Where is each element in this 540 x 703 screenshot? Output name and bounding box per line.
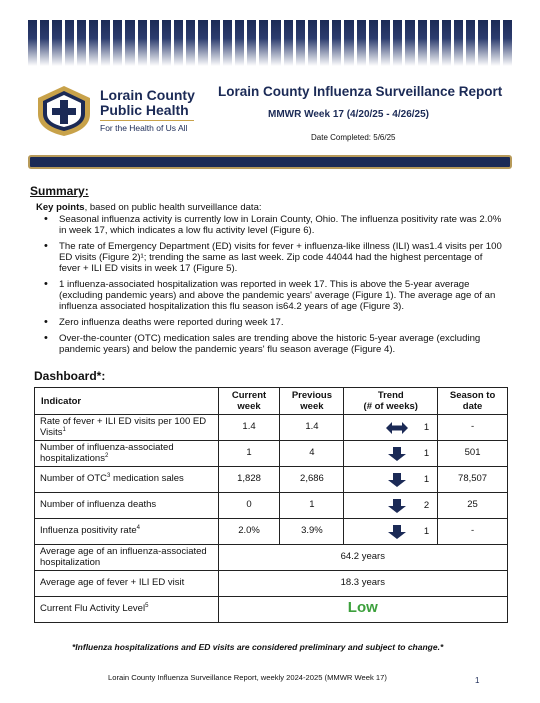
- trend-cell: [344, 493, 438, 519]
- season-to-date-cell: 501: [438, 441, 508, 467]
- down-arrow-icon: [386, 499, 408, 513]
- season-to-date-cell: -: [438, 415, 508, 441]
- key-points-label: Key points: [36, 202, 85, 213]
- trend-weeks: 1: [423, 448, 430, 459]
- table-row: [35, 545, 508, 571]
- trend-cell: [344, 415, 438, 441]
- logo-name-line2: Public Health: [100, 102, 189, 118]
- previous-week-cell: 2,686: [280, 467, 344, 493]
- key-points-text: , based on public health surveillance data:: [84, 202, 262, 213]
- table-header-row: [35, 388, 508, 415]
- previous-week-cell: 1: [280, 493, 344, 519]
- indicator-cell: Number of influenza-associated hospitalizations$^2$: [35, 441, 219, 467]
- table-row: [35, 519, 508, 545]
- previous-week-cell: 4: [280, 441, 344, 467]
- trend-weeks: 1: [423, 526, 430, 537]
- down-arrow-icon: [386, 525, 408, 539]
- date-completed: Date Completed: 5/6/25: [311, 133, 396, 142]
- trend-weeks: 2: [423, 500, 430, 511]
- key-points-intro: [36, 202, 262, 213]
- trend-weeks: 1: [423, 422, 430, 433]
- current-week-cell: 2.0%: [218, 519, 280, 545]
- report-title: Lorain County Influenza Surveillance Report: [218, 84, 503, 99]
- summary-bullet: • The rate of Emergency Department (ED) visits for fever + influenza-like illness (ILI) was1.4 visits per 100 ED visits (Figure 2)¹; trending the same as last week. Zip code 44044 had the highest percentage of fever + ILI ED visits in week 17 (Figure 5).: [42, 241, 504, 274]
- flu-activity-value: [218, 597, 507, 623]
- current-week-cell: 1: [218, 441, 280, 467]
- avg-age-hospitalization-label: Average age of an influenza-associated hospitalization: [35, 545, 219, 571]
- table-row: [35, 571, 508, 597]
- summary-bullet: • 1 influenza-associated hospitalization was reported in week 17. This is above the 5-year average (excluding pandemic years) and above the pandemic years' average (Figure 1). The average age of an influenza associated hospitalization this flu season is64.2 years of age (Figure 3).: [42, 279, 504, 312]
- header-stripes: [28, 20, 512, 66]
- col-header-current-week: Current week: [218, 388, 280, 415]
- indicator-cell: Number of influenza deaths: [35, 493, 219, 519]
- previous-week-cell: 3.9%: [280, 519, 344, 545]
- col-header-season-to-date: Season to date: [438, 388, 508, 415]
- trend-cell: [344, 441, 438, 467]
- report-week: MMWR Week 17 (4/20/25 - 4/26/25): [268, 109, 429, 120]
- summary-bullet: • Zero influenza deaths were reported during week 17.: [42, 317, 504, 328]
- table-row: [35, 493, 508, 519]
- summary-bullet: • Over-the-counter (OTC) medication sales are trending above the historic 5-year average (excluding pandemic years) and below the pandemic years' flu season average (Figure 4).: [42, 333, 504, 355]
- indicator-cell: Rate of fever + ILI ED visits per 100 ED Visits$^1$: [35, 415, 219, 441]
- summary-bullet-list: [42, 214, 504, 360]
- dashboard-table: [34, 387, 508, 623]
- avg-age-hospitalization-value: 64.2 years: [218, 545, 507, 571]
- current-week-cell: 1.4: [218, 415, 280, 441]
- col-header-previous-week: Previous week: [280, 388, 344, 415]
- season-to-date-cell: -: [438, 519, 508, 545]
- col-header-indicator: Indicator: [35, 388, 219, 415]
- trend-cell: [344, 519, 438, 545]
- current-week-cell: 0: [218, 493, 280, 519]
- page-number: 1: [475, 676, 480, 685]
- previous-week-cell: 1.4: [280, 415, 344, 441]
- table-row: [35, 441, 508, 467]
- summary-heading: Summary:: [30, 184, 89, 198]
- shield-cross-icon: [34, 84, 94, 138]
- summary-bullet: • Seasonal influenza activity is currently low in Lorain County, Ohio. The influenza positivity rate was 2.0% in week 17, which indicates a low flu activity level (Figure 6).: [42, 214, 504, 236]
- col-header-trend: Trend (# of weeks): [344, 388, 438, 415]
- left-right-arrow-icon: [386, 421, 408, 435]
- page-footer: Lorain County Influenza Surveillance Report, weekly 2024-2025 (MMWR Week 17): [108, 673, 387, 682]
- table-row: [35, 597, 508, 623]
- logo-wordmark: [100, 88, 195, 133]
- avg-age-ed-label: Average age of fever + ILI ED visit: [35, 571, 219, 597]
- down-arrow-icon: [386, 447, 408, 461]
- avg-age-ed-value: 18.3 years: [218, 571, 507, 597]
- indicator-cell: Influenza positivity rate$^4$: [35, 519, 219, 545]
- table-row: [35, 467, 508, 493]
- current-week-cell: 1,828: [218, 467, 280, 493]
- logo-name-line1: Lorain County: [100, 87, 195, 103]
- header-divider-bar: [28, 155, 512, 169]
- trend-cell: [344, 467, 438, 493]
- trend-weeks: 1: [423, 474, 430, 485]
- down-arrow-icon: [386, 473, 408, 487]
- flu-activity-label: Current Flu Activity Level$^5$: [35, 597, 219, 623]
- preliminary-note: *Influenza hospitalizations and ED visits are considered preliminary and subject to change.*: [72, 642, 444, 652]
- season-to-date-cell: 25: [438, 493, 508, 519]
- logo-tagline: For the Health of Us All: [100, 123, 188, 133]
- logo-divider: [100, 120, 194, 121]
- table-row: [35, 415, 508, 441]
- indicator-cell: Number of OTC$^3$ medication sales: [35, 467, 219, 493]
- dashboard-heading: Dashboard*:: [34, 369, 106, 383]
- flu-activity-level: Low: [347, 599, 378, 617]
- season-to-date-cell: 78,507: [438, 467, 508, 493]
